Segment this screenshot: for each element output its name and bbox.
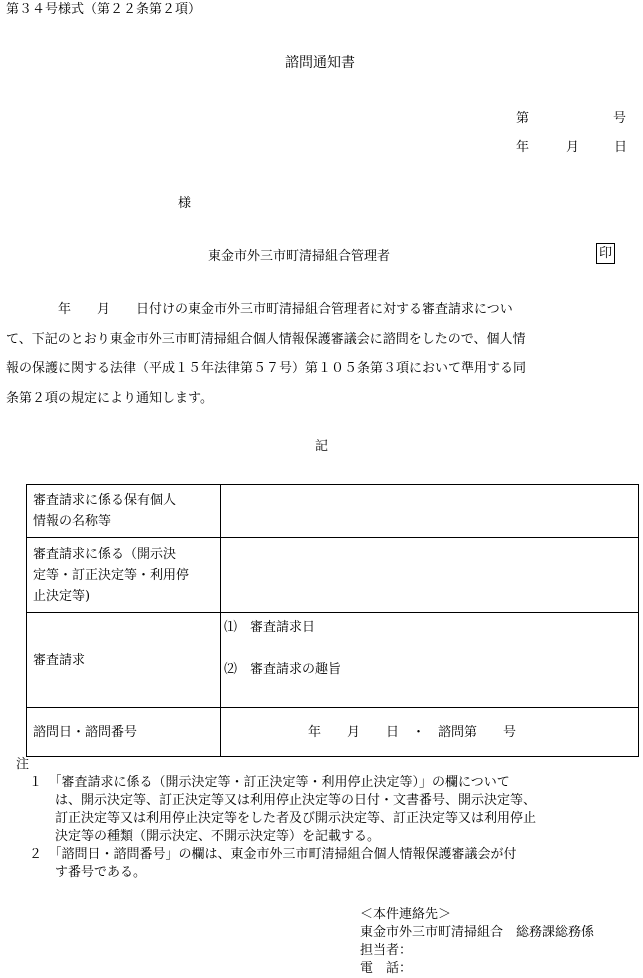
form-id: 第３４号様式（第２２条第２項） [6, 2, 202, 17]
row-label-inquiry: 諮問日・諮問番号 [27, 708, 221, 757]
table-row [27, 613, 639, 708]
body-line: て、下記のとおり東金市外三市町清掃組合個人情報保護審議会に諮問をしたので、個人情 [6, 331, 526, 347]
contact-block [360, 906, 594, 978]
contact-heading: ＜本件連絡先＞ [360, 907, 452, 922]
record-name-field[interactable] [221, 485, 639, 538]
body-paragraph [6, 295, 638, 413]
note-line: １ 「審査請求に係る（開示決定等・訂正決定等・利用停止決定等）」の欄について [16, 775, 510, 790]
note-line: す番号である。 [16, 865, 147, 880]
document-number-prefix: 第 [516, 111, 530, 126]
request-details[interactable] [221, 613, 639, 708]
note-line: 決定等の種類（開示決定、不開示決定等）を記載する。 [16, 829, 381, 844]
row-label-decision: 審査請求に係る（開示決 定等・訂正決定等・利用停 止決定等) [27, 538, 221, 613]
request-date-item: ⑴ 審査請求日 [224, 620, 316, 635]
contact-person: 担当者： [360, 943, 413, 958]
contact-org: 東金市外三市町清掃組合 総務課総務係 [360, 925, 595, 940]
date-year: 年 [516, 140, 530, 155]
contact-phone: 電 話： [360, 961, 413, 976]
records-table [26, 484, 639, 757]
table-row [27, 708, 639, 757]
row-label-record-name: 審査請求に係る保有個人 情報の名称等 [27, 485, 221, 538]
date-day: 日 [614, 140, 628, 155]
notes-section [16, 756, 536, 882]
notes-heading: 注 [16, 757, 30, 772]
note-line: は、開示決定等、訂正決定等又は利用停止決定等の日付・文書番号、開示決定等、 [16, 793, 537, 808]
sender-name: 東金市外三市町清掃組合管理者 [208, 249, 391, 264]
ki-heading: 記 [315, 439, 329, 454]
body-line: 年 月 日付けの東金市外三市町清掃組合管理者に対する審査請求につい [6, 302, 513, 317]
addressee-suffix: 様 [178, 196, 192, 211]
body-line: 報の保護に関する法律（平成１５年法律第５７号）第１０５条第３項において準用する同 [6, 361, 527, 376]
document-title: 諮問通知書 [285, 55, 355, 71]
request-purpose-item: ⑵ 審査請求の趣旨 [224, 662, 342, 677]
document-number-suffix: 号 [613, 111, 627, 126]
decision-field[interactable] [221, 538, 639, 613]
note-line: ２ 「諮問日・諮問番号」の欄は、東金市外三市町清掃組合個人情報保護審議会が付 [16, 847, 517, 862]
seal-mark [596, 243, 615, 264]
row-label-request: 審査請求 [27, 613, 221, 708]
table-row [27, 538, 639, 613]
inquiry-date-number[interactable]: 年 月 日 ・ 諮問第 号 [221, 708, 639, 757]
date-month: 月 [566, 140, 580, 155]
table-row [27, 485, 639, 538]
body-line: 条第２項の規定により通知します。 [6, 390, 213, 406]
note-line: 訂正決定等又は利用停止決定等をした者及び開示決定等、訂正決定等又は利用停止 [16, 811, 537, 826]
seal-stamp: 印 [596, 243, 615, 264]
